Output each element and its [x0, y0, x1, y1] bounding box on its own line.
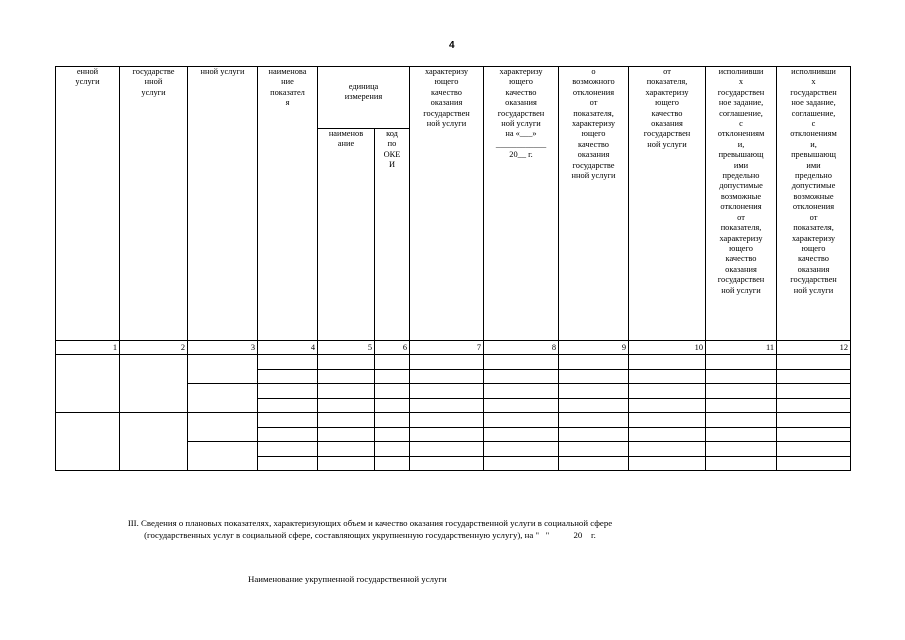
table-cell	[559, 442, 629, 457]
table-cell	[375, 369, 410, 384]
table-cell	[559, 355, 629, 370]
table-cell	[777, 427, 851, 442]
table-cell	[410, 369, 484, 384]
table-cell	[318, 369, 375, 384]
table-cell	[56, 413, 120, 471]
header-col-7: характеризу ющего качество оказания государствен ной услуги	[410, 67, 484, 341]
table-cell	[375, 442, 410, 457]
table-cell	[777, 456, 851, 471]
table-cell	[484, 456, 559, 471]
table-cell	[410, 398, 484, 413]
column-number: 4	[258, 341, 318, 355]
header-unit-name: наименов ание	[318, 129, 375, 341]
table-cell	[375, 384, 410, 399]
table-cell	[706, 369, 777, 384]
table-cell	[706, 427, 777, 442]
table-cell	[410, 413, 484, 428]
table-cell	[777, 413, 851, 428]
table-cell	[559, 369, 629, 384]
table-cell	[318, 427, 375, 442]
table-cell	[56, 355, 120, 413]
column-number: 6	[375, 341, 410, 355]
table-cell	[559, 398, 629, 413]
table-cell	[188, 355, 258, 384]
header-col-9: о возможного отклонения от показателя, характеризу ющего качество оказания государстве нной услуги	[559, 67, 629, 341]
header-col-1: енной услуги	[56, 67, 120, 341]
table-cell	[375, 355, 410, 370]
header-indicator-name: наименова ние показател я	[258, 67, 318, 341]
table-cell	[629, 427, 706, 442]
table-cell	[629, 413, 706, 428]
table-cell	[258, 398, 318, 413]
table-cell	[375, 398, 410, 413]
column-number: 8	[484, 341, 559, 355]
table-cell	[777, 369, 851, 384]
column-number: 1	[56, 341, 120, 355]
table-cell	[484, 355, 559, 370]
header-unit-of-measure: единица измерения	[318, 67, 410, 129]
header-col-8: характеризу ющего качество оказания государствен ной услуги на «___» ____________ 20__ г.	[484, 67, 559, 341]
indicator-table	[55, 66, 851, 471]
table-cell	[258, 413, 318, 428]
table-cell	[706, 384, 777, 399]
page-number: 4	[449, 40, 455, 51]
table-cell	[318, 442, 375, 457]
column-number: 2	[120, 341, 188, 355]
table-cell	[188, 413, 258, 442]
table-cell	[777, 384, 851, 399]
table-cell	[484, 384, 559, 399]
table-cell	[410, 442, 484, 457]
table-cell	[777, 355, 851, 370]
table-row	[56, 413, 851, 428]
table-cell	[258, 384, 318, 399]
table-cell	[258, 442, 318, 457]
table-cell	[258, 456, 318, 471]
table-cell	[559, 427, 629, 442]
table-cell	[629, 355, 706, 370]
table-cell	[410, 427, 484, 442]
table-cell	[258, 355, 318, 370]
table-cell	[120, 413, 188, 471]
table-cell	[484, 369, 559, 384]
column-number: 7	[410, 341, 484, 355]
table-cell	[120, 355, 188, 413]
table-cell	[484, 442, 559, 457]
table-cell	[318, 398, 375, 413]
table-cell	[484, 427, 559, 442]
table-cell	[706, 413, 777, 428]
header-col-2: государстве нной услуги	[120, 67, 188, 341]
column-number-row	[56, 341, 851, 355]
table-cell	[706, 456, 777, 471]
table-cell	[188, 384, 258, 413]
table-cell	[559, 456, 629, 471]
header-row-top	[56, 67, 851, 129]
column-number: 3	[188, 341, 258, 355]
table-cell	[318, 456, 375, 471]
column-number: 9	[559, 341, 629, 355]
table-cell	[706, 398, 777, 413]
column-number: 5	[318, 341, 375, 355]
table-cell	[410, 384, 484, 399]
section-title: III. Сведения о плановых показателях, характеризующих объем и качество оказания государственной услуги в социальной сфере (государственных услуг в социальной сфере, составляющих укрупненную государственную услугу), на " " 20 г.	[127, 518, 615, 541]
table-cell	[559, 413, 629, 428]
table-cell	[410, 355, 484, 370]
table-cell	[318, 355, 375, 370]
header-unit-okei-code: код по ОКЕ И	[375, 129, 410, 341]
table-cell	[559, 384, 629, 399]
table-cell	[777, 442, 851, 457]
table-cell	[484, 413, 559, 428]
enlarged-service-name-label: Наименование укрупненной государственной услуги	[248, 574, 447, 584]
header-col-11: исполнивши х государствен ное задание, соглашение, с отклонениям и, превышающ ими предельно допустимые возможные отклонения от показателя, характеризу ющего качество оказания государствен ной услуги	[706, 67, 777, 341]
table-cell	[258, 427, 318, 442]
table-cell	[188, 442, 258, 471]
table-cell	[375, 456, 410, 471]
column-number: 12	[777, 341, 851, 355]
header-col-12: исполнивши х государствен ное задание, соглашение, с отклонениям и, превышающ ими предельно допустимые возможные отклонения от показателя, характеризу ющего качество оказания государствен ной услуги	[777, 67, 851, 341]
column-number: 11	[706, 341, 777, 355]
column-number: 10	[629, 341, 706, 355]
table-cell	[629, 456, 706, 471]
table-cell	[375, 413, 410, 428]
table-row	[56, 355, 851, 370]
header-col-3: нной услуги	[188, 67, 258, 341]
table-cell	[258, 369, 318, 384]
table-cell	[629, 398, 706, 413]
table-cell	[706, 355, 777, 370]
header-col-10: от показателя, характеризу ющего качество оказания государствен ной услуги	[629, 67, 706, 341]
table-cell	[318, 384, 375, 399]
table-cell	[410, 456, 484, 471]
table-cell	[777, 398, 851, 413]
table-cell	[629, 369, 706, 384]
table-cell	[484, 398, 559, 413]
table-cell	[375, 427, 410, 442]
table-cell	[706, 442, 777, 457]
table-cell	[629, 384, 706, 399]
table-cell	[629, 442, 706, 457]
table-cell	[318, 413, 375, 428]
